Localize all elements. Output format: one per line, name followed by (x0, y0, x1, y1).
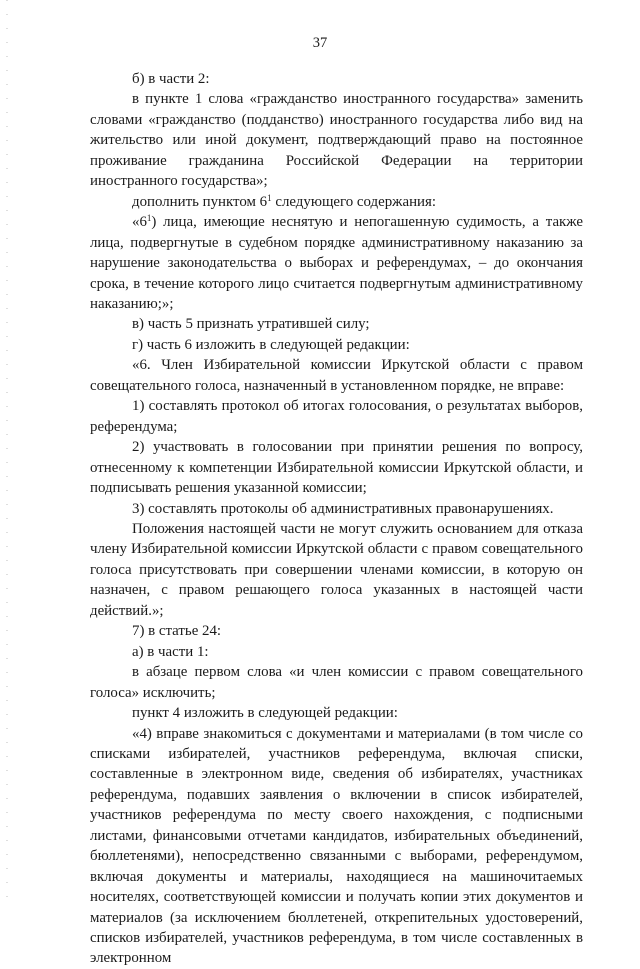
paragraph: «6. Член Избирательной комиссии Иркутской области с правом совещательного голоса, назначенный в установленном порядке, не вправе: (90, 357, 583, 394)
paragraph-text: «6 (132, 214, 147, 231)
superscript: 1 (146, 213, 152, 224)
paragraph (90, 212, 583, 314)
paragraph: в) часть 5 признать утратившей силу; (132, 316, 370, 333)
paragraph: 7) в статье 24: (132, 623, 222, 640)
paragraph-text: дополнить пунктом 6 (132, 193, 268, 210)
paragraph: 2) участвовать в голосовании при принятии решения по вопросу, отнесенному к компетенции Избирательной комиссии Иркутской области, и подписывать решения указанной комиссии; (90, 439, 583, 497)
paragraph: пункт 4 изложить в следующей редакции: (132, 705, 398, 722)
paragraph (90, 192, 583, 212)
paragraph: 3) составлять протоколы об административных правонарушениях. (132, 500, 554, 517)
paragraph: «4) вправе знакомиться с документами и материалами (в том числе со списками избирателей, участников референдума, включая списки, составленные в электронном виде, сведения об избирателях, участниках референдума, подавших заявления о включении в список избирателей, участников референдума по месту своего нахождения, с подписными листами, финансовыми отчетами кандидатов, избирательных объединений, бюллетенями), непосредственно связанными с выборами, референдумом, включая документы и материалы, находящиеся на машиночитаемых носителях, соответствующей комиссии и получать копии этих документов и материалов (за исключением бюллетеней, открепительных удостоверений, списков избирателей, участников референдума, в том числе составленных в электронном (90, 725, 583, 967)
paragraph: 1) составлять протокол об итогах голосования, о результатах выборов, референдума; (90, 398, 583, 435)
superscript: 1 (267, 192, 272, 203)
paragraph-text: ) лица, имеющие неснятую и непогашенную судимость, а также лица, подвергнутые в судебном порядке административному наказанию за нарушение законодательства о выборах и референдумах, – до окончания срока, в течение которого лицо считается подвергнутым административному наказанию;»; (90, 214, 583, 312)
paragraph-text: следующего содержания: (271, 193, 437, 210)
document-body (90, 69, 583, 969)
paragraph: г) часть 6 изложить в следующей редакции: (132, 336, 410, 353)
page-number: 37 (312, 35, 328, 51)
paragraph: Положения настоящей части не могут служить основанием для отказа члену Избирательной комиссии Иркутской области с правом совещательного голоса присутствовать при совершении членами комиссии, в которую он назначен, с правом решающего голоса указанных в настоящей части действий.»; (90, 520, 583, 619)
paragraph: а) в части 1: (132, 643, 209, 660)
paragraph: в пункте 1 слова «гражданство иностранного государства» заменить словами «гражданство (подданство) иностранного государства либо вид на жительство или иной документ, подтверждающий право на постоянное проживание гражданина Российской Федерации на территории иностранного государства»; (90, 91, 583, 190)
paragraph: б) в части 2: (132, 71, 210, 87)
paragraph: в абзаце первом слова «и член комиссии с правом совещательного голоса» исключить; (90, 664, 583, 701)
scan-edge-marks (6, 0, 8, 905)
